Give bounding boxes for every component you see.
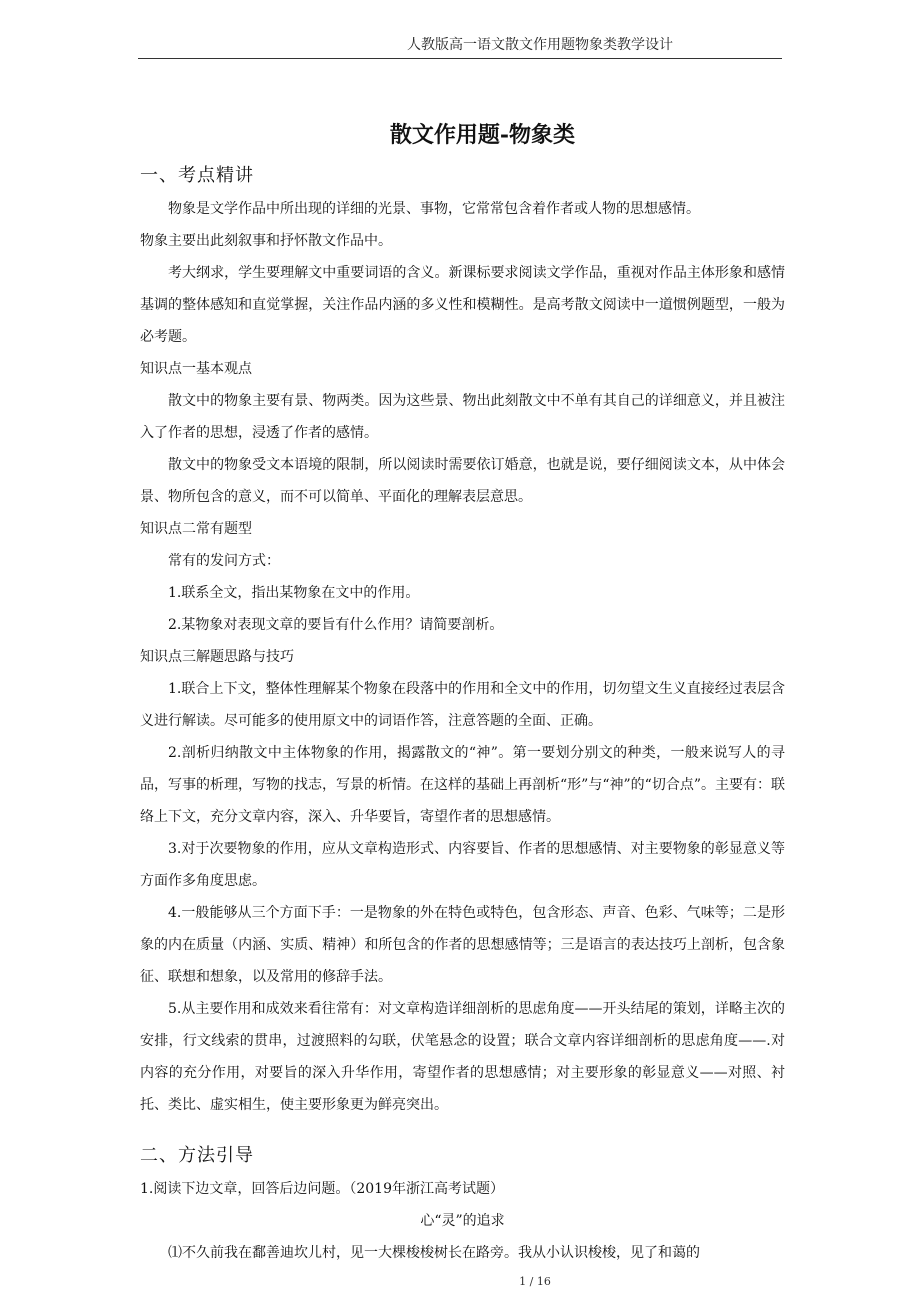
section-heading-2: 二、方法引导 (140, 1145, 254, 1166)
article-title: 心“灵”的追求 (420, 1213, 505, 1229)
section-heading-1: 一、考点精讲 (140, 165, 254, 186)
article-paragraph: ⑴不久前我在鄱善迪坎儿村，见一大棵梭梭树长在路旁。我从小认识梭梭，见了和蔼的 (168, 1245, 700, 1261)
knowledge-point-heading: 知识点一基本观点 (140, 361, 252, 377)
paragraph: 4.一般能够从三个方面下手：一是物象的外在特色或特色，包含形态、声音、色彩、气味等；二是形象的内在质量（内涵、实质、精神）和所包含的作者的思想感情等；三是语言的表达技巧上剖析，包含象征、联想和想象，以及常用的修辞手法。 (140, 905, 785, 985)
document-title: 散文作用题-物象类 (389, 122, 576, 148)
paragraph: 3.对于次要物象的作用，应从文章构造形式、内容要旨、作者的思想感情、对主要物象的彰显意义等方面作多角度思虑。 (140, 841, 785, 889)
question: 1.阅读下边文章，回答后边问题。（2019年浙江高考试题） (140, 1181, 504, 1197)
paragraph: 2.某物象对表现文章的要旨有什么作用？请简要剖析。 (168, 617, 504, 633)
paragraph: 常有的发问方式： (168, 553, 280, 569)
paragraph: 5.从主要作用和成效来看往常有：对文章构造详细剖析的思虑角度——开头结尾的策划，详略主次的安排，行文线索的贯串，过渡照料的勾联，伏笔悬念的设置；联合文章内容详细剖析的思虑角度——.对内容的充分作用，对要旨的深入升华作用，寄望作者的思想感情；对主要形象的彰显意义——对照、衬托、类比、虚实相生，使主要形象更为鲜亮突出。 (140, 1001, 785, 1113)
knowledge-point-heading: 知识点三解题思路与技巧 (140, 649, 294, 665)
document-body (140, 118, 785, 1269)
page-header: 人教版高一语文散文作用题物象类教学设计 (407, 37, 673, 53)
paragraph: 1.联系全文，指出某物象在文中的作用。 (168, 585, 420, 601)
paragraph: 物象是文学作品中所出现的详细的光景、事物，它常常包含着作者或人物的思想感情。 (168, 201, 700, 217)
paragraph: 考大纲求，学生要理解文中重要词语的含义。新课标要求阅读文学作品，重视对作品主体形象和感情基调的整体感知和直觉掌握，关注作品内涵的多义性和模糊性。是高考散文阅读中一道惯例题型，一般为必考题。 (140, 265, 785, 345)
paragraph: 散文中的物象受文本语境的限制，所以阅读时需要依订婚意，也就是说，要仔细阅读文本，从中体会景、物所包含的意义，而不可以简单、平面化的理解表层意思。 (140, 457, 785, 505)
paragraph: 物象主要出此刻叙事和抒怀散文作品中。 (140, 233, 392, 249)
header-rule (138, 58, 782, 59)
paragraph: 2.剖析归纳散文中主体物象的作用，揭露散文的“神”。第一要划分别文的种类，一般来说写人的寻品，写事的析理，写物的找志，写景的析情。在这样的基础上再剖析“形”与“神”的“切合点”。主要有：联络上下文，充分文章内容，深入、升华要旨，寄望作者的思想感情。 (140, 745, 785, 825)
knowledge-point-heading: 知识点二常有题型 (140, 521, 252, 537)
paragraph: 散文中的物象主要有景、物两类。因为这些景、物出此刻散文中不单有其自己的详细意义，并且被注入了作者的思想，浸透了作者的感情。 (140, 393, 785, 441)
paragraph: 1.联合上下文，整体性理解某个物象在段落中的作用和全文中的作用，切勿望文生义直接经过表层含义进行解读。尽可能多的使用原文中的词语作答，注意答题的全面、正确。 (140, 681, 785, 729)
page-number: 1 / 16 (519, 1275, 551, 1288)
